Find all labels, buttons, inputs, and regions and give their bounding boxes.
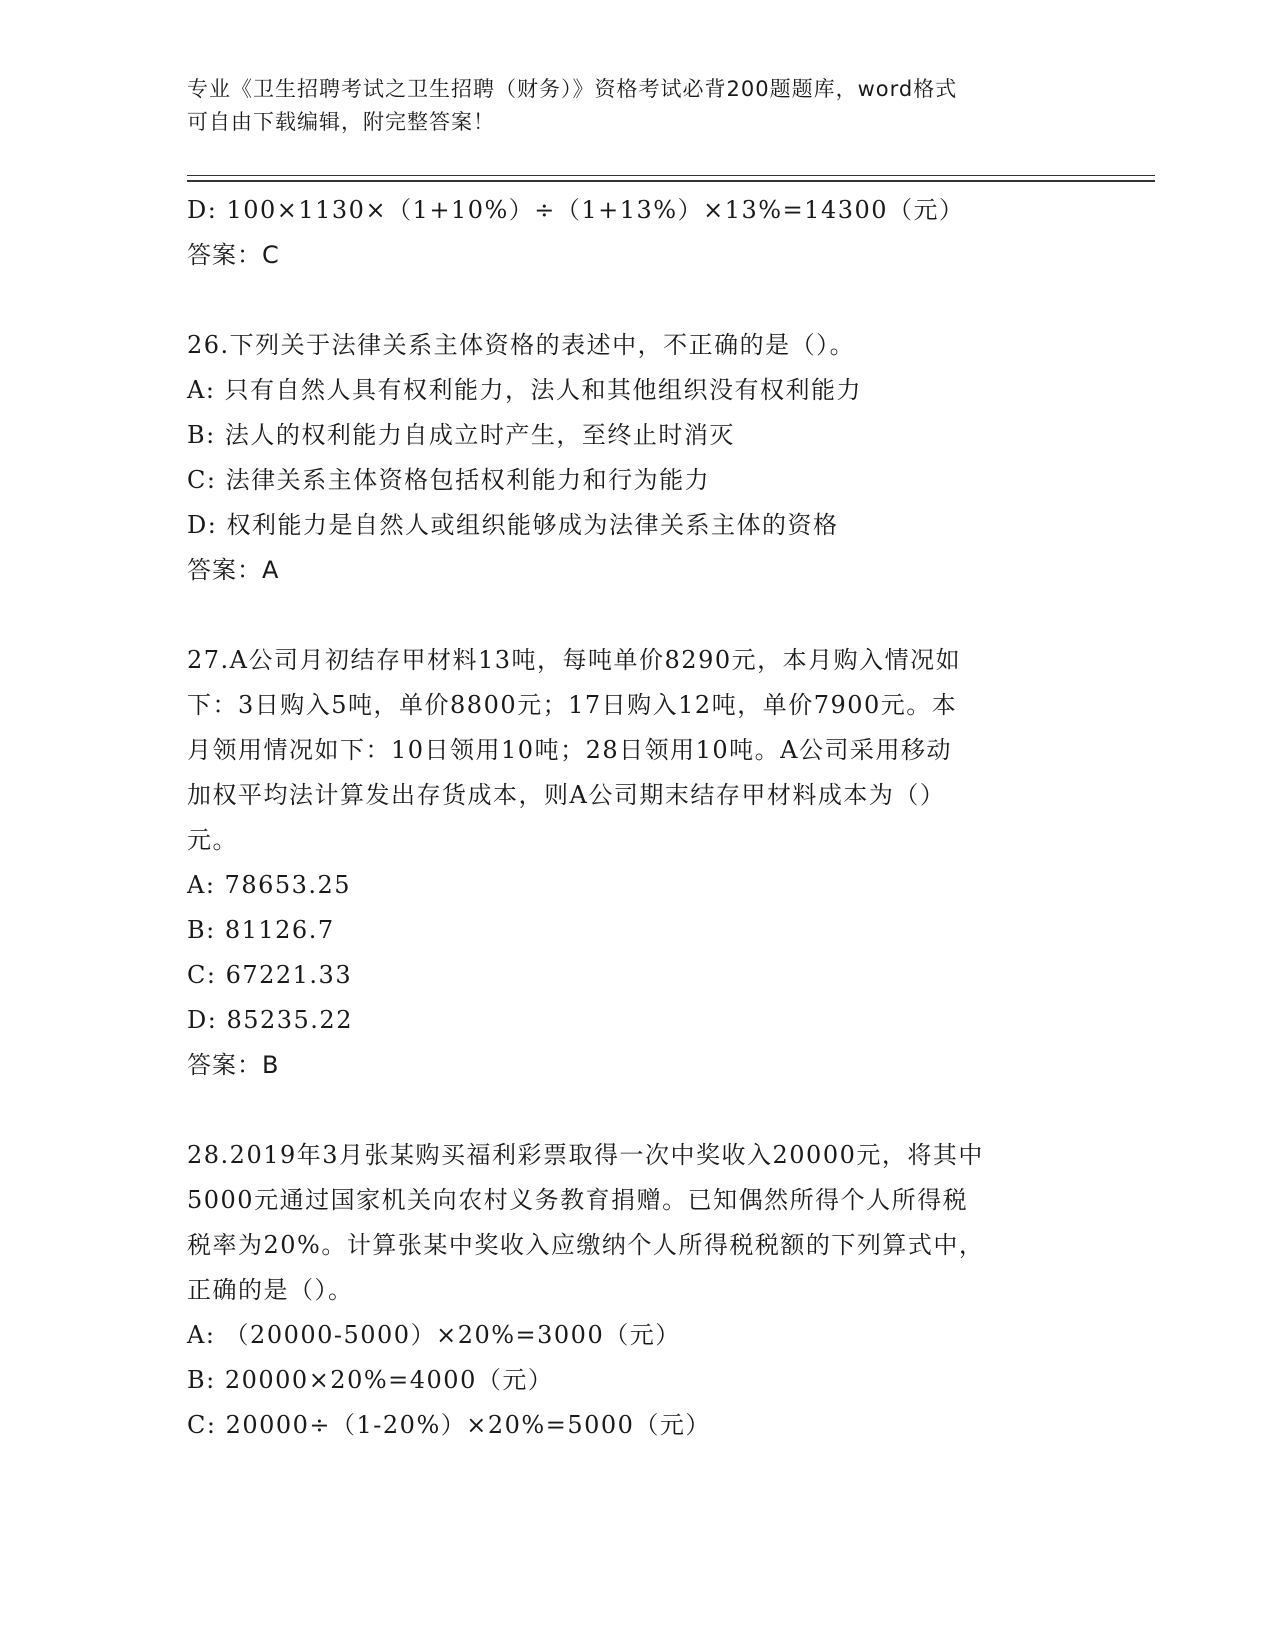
question-27	[187, 638, 1087, 1088]
option-a: A: 78653.25	[187, 871, 352, 899]
option-c: C: 67221.33	[187, 961, 353, 989]
answer-label: 答案：B	[187, 1051, 280, 1079]
header-title-line-1: 专业《卫生招聘考试之卫生招聘（财务）》资格考试必背200题题库，word格式	[187, 77, 958, 101]
spacer	[187, 278, 1087, 323]
question-stem-line-4: 正确的是（）。	[187, 1276, 354, 1304]
header-title-line-2: 可自由下载编辑，附完整答案！	[187, 110, 495, 134]
option-c: C: 20000÷（1-20%）×20%=5000（元）	[187, 1411, 711, 1439]
option-d: D: 100×1130×（1+10%）÷（1+13%）×13%=14300（元）	[187, 196, 965, 224]
header-divider-thick	[187, 180, 1155, 182]
page-header	[187, 73, 1067, 139]
question-26	[187, 323, 1087, 593]
question-stem-line-2: 下：3日购入5吨，单价8800元；17日购入12吨，单价7900元。本	[187, 691, 958, 719]
spacer	[187, 593, 1087, 638]
question-stem-line-2: 5000元通过国家机关向农村义务教育捐赠。已知偶然所得个人所得税	[187, 1186, 969, 1214]
option-b: B: 20000×20%=4000（元）	[187, 1366, 554, 1394]
answer-label: 答案：C	[187, 241, 280, 269]
option-c: C: 法律关系主体资格包括权利能力和行为能力	[187, 466, 711, 494]
option-a: A: 只有自然人具有权利能力，法人和其他组织没有权利能力	[187, 376, 863, 404]
question-stem: 26.下列关于法律关系主体资格的表述中，不正确的是（）。	[187, 331, 856, 359]
question-25-tail	[187, 188, 1087, 278]
question-28	[187, 1133, 1087, 1448]
option-d: D: 85235.22	[187, 1006, 353, 1034]
question-stem-line-4: 加权平均法计算发出存货成本，则A公司期末结存甲材料成本为（）	[187, 781, 946, 809]
option-d: D: 权利能力是自然人或组织能够成为法律关系主体的资格	[187, 511, 839, 539]
spacer	[187, 1088, 1087, 1133]
answer-label: 答案：A	[187, 556, 280, 584]
question-stem-line-1: 27.A公司月初结存甲材料13吨，每吨单价8290元，本月购入情况如	[187, 646, 962, 674]
question-stem-line-3: 月领用情况如下：10日领用10吨；28日领用10吨。A公司采用移动	[187, 736, 952, 764]
option-b: B: 法人的权利能力自成立时产生，至终止时消灭	[187, 421, 735, 449]
document-body	[187, 188, 1087, 1448]
option-a: A: （20000-5000）×20%=3000（元）	[187, 1321, 681, 1349]
question-stem-line-5: 元。	[187, 826, 238, 854]
question-stem-line-1: 28.2019年3月张某购买福利彩票取得一次中奖收入20000元，将其中	[187, 1141, 984, 1169]
question-stem-line-3: 税率为20%。计算张某中奖收入应缴纳个人所得税税额的下列算式中，	[187, 1231, 985, 1259]
option-b: B: 81126.7	[187, 916, 335, 944]
header-divider-thin	[187, 175, 1155, 176]
